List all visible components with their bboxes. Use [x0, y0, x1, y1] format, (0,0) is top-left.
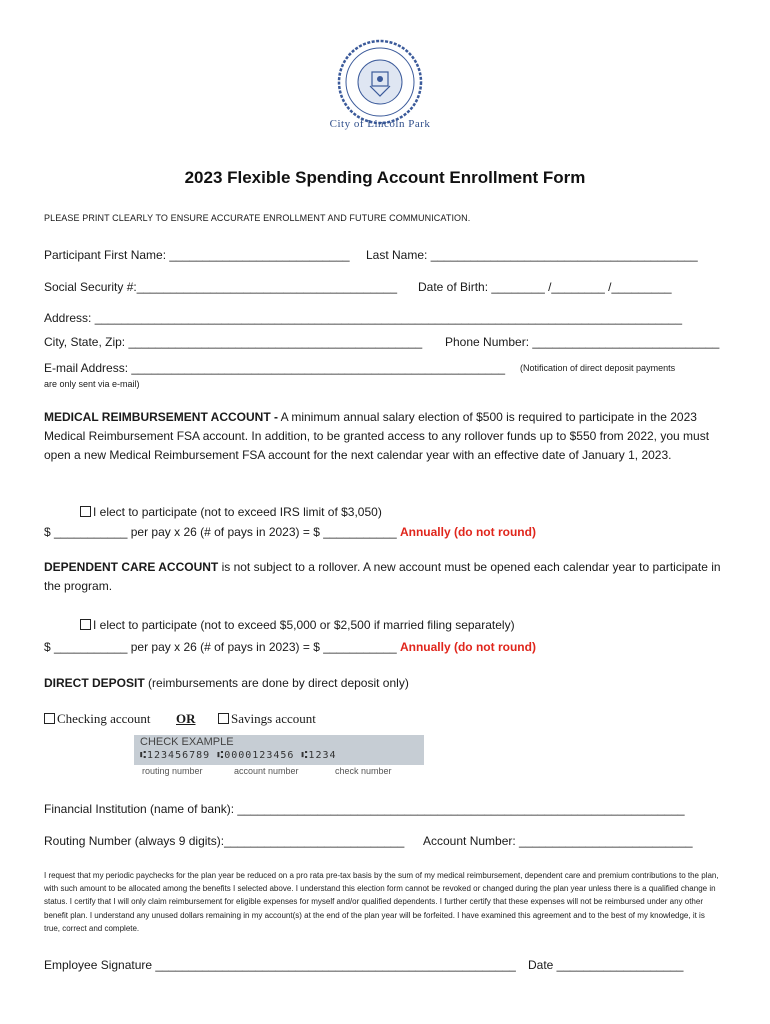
routing-number-field[interactable]: Routing Number (always 9 digits):___________________________ [44, 834, 405, 848]
checking-label: Checking account [57, 711, 151, 726]
medical-body: A minimum annual salary election of $500 is required to participate in the 2023 Medical Reimbursement FSA account. In addition, to be granted access to any rollover funds up to $550 from 2022, you must open a new Medical Reimbursement FSA account for the next calendar year with an effective date of January 1, 2023. [44, 410, 710, 462]
direct-deposit-heading: DIRECT DEPOSIT [44, 676, 145, 690]
direct-deposit-body: (reimbursements are done by direct deposit only) [144, 676, 409, 690]
medical-formula-row [44, 525, 536, 539]
medical-annual-note: Annually (do not round) [399, 525, 536, 539]
account-type-row [44, 711, 151, 727]
city-state-zip-field[interactable]: City, State, Zip: ____________________________________________ [44, 335, 423, 349]
dependent-formula[interactable]: $ ___________ per pay x 26 (# of pays in 2023) = $ ___________ [44, 640, 397, 654]
bank-name-field[interactable]: Financial Institution (name of bank): ___________________________________________________________________ [44, 802, 685, 816]
address-field[interactable]: Address: ________________________________________________________________________________________ [44, 311, 682, 325]
direct-deposit-section [44, 676, 409, 690]
check-example-label: CHECK EXAMPLE [140, 736, 234, 748]
routing-caption: routing number [142, 766, 203, 776]
email-field[interactable]: E-mail Address: ________________________________________________________ [44, 361, 506, 375]
instructions: PLEASE PRINT CLEARLY TO ENSURE ACCURATE ENROLLMENT AND FUTURE COMMUNICATION. [44, 213, 471, 223]
medical-elect-checkbox[interactable] [80, 506, 91, 517]
savings-label: Savings account [231, 711, 316, 726]
savings-row [218, 711, 316, 727]
last-name-field[interactable]: Last Name: ________________________________________ [366, 248, 698, 262]
dependent-annual-note: Annually (do not round) [399, 640, 536, 654]
form-title: 2023 Flexible Spending Account Enrollment Form [184, 168, 586, 187]
first-name-field[interactable]: Participant First Name: ___________________________ [44, 248, 350, 262]
dependent-elect-label: I elect to participate (not to exceed $5,000 or $2,500 if married filing separately) [93, 618, 515, 632]
medical-elect-label: I elect to participate (not to exceed IRS limit of $3,050) [93, 505, 382, 519]
ssn-field[interactable]: Social Security #:_______________________________________ [44, 280, 397, 294]
city-name: City of Lincoln Park [329, 118, 431, 130]
medical-heading: MEDICAL REIMBURSEMENT ACCOUNT - [44, 410, 278, 424]
savings-checkbox[interactable] [218, 713, 229, 724]
legal-statement: I request that my periodic paychecks for the plan year be reduced on a pro rata pre-tax basis by the sum of my medical reimbursement, dependent care and premium contributions to the plan, with such amount to be allocated among the benefits I selected above. I understand this election form cannot be revoked or changed during the plan year unless there is a qualified change in status. I certify that I will only claim reimbursement for eligible expenses for myself and/or qualified dependents. I further certify that these expenses will not be reimbursed under any other benefit plan. I understand any unused dollars remaining in my account(s) at the end of the plan year will be forfeited. I have examined this agreement and to the best of my knowledge, it is true, correct and complete. [44, 871, 719, 933]
check-caption: check number [335, 766, 392, 776]
phone-field[interactable]: Phone Number: ____________________________ [445, 335, 720, 349]
dependent-formula-row [44, 640, 536, 654]
checking-checkbox[interactable] [44, 713, 55, 724]
date-field[interactable]: Date ___________________ [528, 958, 684, 972]
dependent-heading: DEPENDENT CARE ACCOUNT [44, 560, 219, 574]
email-note-cont: are only sent via e-mail) [44, 379, 140, 389]
city-seal-logo [336, 38, 424, 126]
medical-elect-row [80, 505, 382, 519]
check-example-numbers: ⑆123456789 ⑆0000123456 ⑆1234 [140, 750, 337, 761]
account-number-field[interactable]: Account Number: __________________________ [423, 834, 693, 848]
medical-section [44, 408, 724, 465]
or-label: OR [176, 711, 196, 726]
dependent-body: is not subject to a rollover. A new account must be opened each calendar year to participate in the program. [44, 560, 721, 593]
dependent-elect-checkbox[interactable] [80, 619, 91, 630]
dependent-section [44, 558, 724, 596]
email-note: (Notification of direct deposit payments [520, 363, 676, 373]
dependent-elect-row [80, 618, 515, 632]
account-caption: account number [234, 766, 299, 776]
dob-field[interactable]: Date of Birth: ________ /________ /_________ [418, 280, 672, 294]
medical-formula[interactable]: $ ___________ per pay x 26 (# of pays in 2023) = $ ___________ [44, 525, 397, 539]
check-example-image [134, 735, 424, 765]
signature-field[interactable]: Employee Signature ______________________________________________________ [44, 958, 516, 972]
